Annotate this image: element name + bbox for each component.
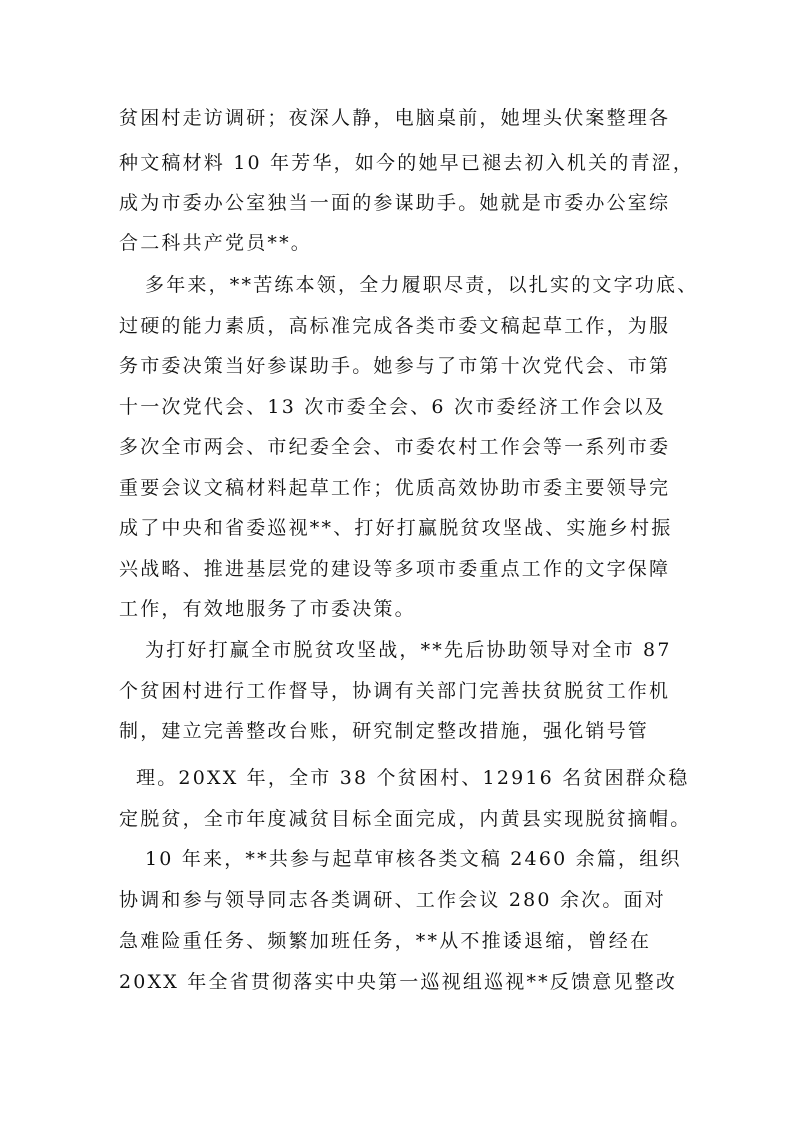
text-line: 十一次党代会、13 次市委全会、6 次市委经济工作会以及: [119, 396, 666, 418]
text-line: 理。20XX 年，全市 38 个贫困村、12916 名贫困群众稳: [136, 767, 690, 789]
text-line: 多次全市两会、市纪委全会、市委农村工作会等一系列市委: [119, 436, 671, 458]
text-line: 成了中央和省委巡视**、打好打赢脱贫攻坚战、实施乡村振: [119, 517, 673, 539]
text-line: 务市委决策当好参谋助手。她参与了市第十次党代会、市第: [119, 355, 671, 377]
text-line: 协调和参与领导同志各类调研、工作会议 280 余次。面对: [119, 889, 666, 911]
text-line: 成为市委办公室独当一面的参谋助手。她就是市委办公室综: [119, 192, 671, 214]
text-line: 定脱贫，全市年度减贫目标全面完成，内黄县实现脱贫摘帽。: [119, 808, 692, 830]
text-line: 合二科共产党员**。: [119, 232, 313, 254]
text-line: 贫困村走访调研；夜深人静，电脑桌前，她埋头伏案整理各: [119, 107, 671, 129]
text-line: 兴战略、推进基层党的建设等多项市委重点工作的文字保障: [119, 558, 671, 580]
text-line: 个贫困村进行工作督导，协调有关部门完善扶贫脱贫工作机: [119, 680, 671, 702]
text-line: 急难险重任务、频繁加班任务，**从不推诿退缩，曾经在: [119, 930, 652, 952]
text-line: 过硬的能力素质，高标准完成各类市委文稿起草工作，为服: [119, 315, 671, 337]
text-line: 重要会议文稿材料起草工作；优质高效协助市委主要领导完: [119, 477, 671, 499]
text-line: 制，建立完善整改台账，研究制定整改措施，强化销号管: [119, 720, 650, 742]
text-line: 工作，有效地服务了市委决策。: [119, 598, 416, 620]
text-line: 为打好打赢全市脱贫攻坚战，**先后协助领导对全市 87: [145, 639, 672, 661]
text-line: 种文稿材料 10 年芳华，如今的她早已褪去初入机关的青涩，: [119, 152, 695, 174]
text-line: 20XX 年全省贯彻落实中央第一巡视组巡视**反馈意见整改: [119, 971, 678, 993]
text-line: 10 年来，**共参与起草审核各类文稿 2460 余篇，组织: [145, 848, 682, 870]
text-line: 多年来，**苦练本领，全力履职尽责，以扎实的文字功底、: [145, 274, 699, 296]
